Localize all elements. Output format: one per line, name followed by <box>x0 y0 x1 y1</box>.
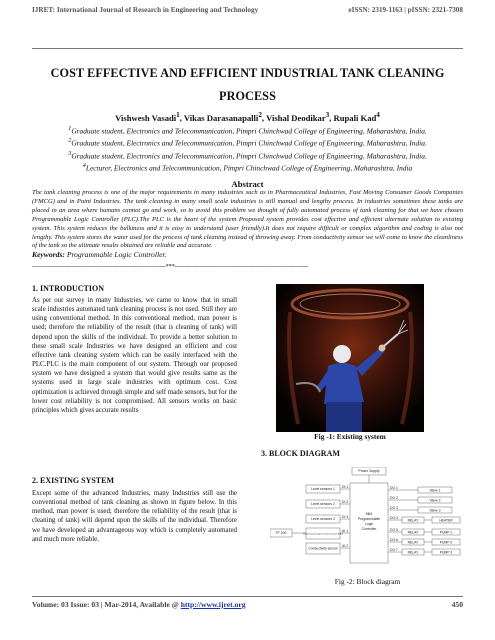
title-line-1: COST EFFECTIVE AND EFFICIENT INDUSTRIAL TANK CLEANING <box>50 66 445 80</box>
affiliation <box>30 149 465 161</box>
affiliations <box>30 124 465 174</box>
abstract-text: The tank cleaning process is one of the major requirements in many industries such as in Pharmaceutical Industries, Fast Moving Consumer Goods Companies (FMCG) and in Paint Industries. The tank cleaning in many small scale industries is still manual and lengthy process. In industries sometimes these tanks are placed in an area where humans cannot go and work, so to avoid this problem we thought of fully automated process of tank cleaning for that we have chosen Programmable Logic Controller (PLC).The PLC is the heart of the system Proposed system provides cost effective and efficient alternate solution to existing system. This system reduces the bulkiness and it is easy to understand (user friendly).It does not require difficult or complex algorithm and coding is also not lengthy. This system stores the water used for the process of tank cleaning instead of throwing away. From conductivity sensor we will come to know the cleanliness of the tank so the ultimate results obtained are reliable and accurate. <box>32 189 463 250</box>
relay-label: RELAY <box>407 550 419 555</box>
pin-label: AI 1 <box>342 529 349 533</box>
relay-label: RELAY <box>407 530 419 535</box>
intro-heading: 1. INTRODUCTION <box>32 284 105 293</box>
footer-rule <box>32 596 463 597</box>
title-line-2: PROCESS <box>219 89 276 103</box>
pin-label: DO 7 <box>390 548 398 552</box>
plc-label: M64 <box>365 512 373 516</box>
relay-label: RELAY <box>407 540 419 545</box>
aff-text: Lecturer, Electronics and Telecommunication, Pimpri Chinchwad College of Engineering, Maharashtra, India <box>85 163 413 173</box>
abstract-heading: Abstract <box>231 179 264 189</box>
existing-system-heading: 2. EXISTING SYSTEM <box>32 476 115 485</box>
valve-label: Valve 3 <box>429 508 441 513</box>
aff-text: Graduate student, Electronics and Telecommunication, Pimpri Chinchwad College of Engineering, Maharashtra, India. <box>71 151 427 161</box>
keywords <box>32 250 463 259</box>
tank-cleaning-photo <box>276 284 424 432</box>
plc-label: Logic <box>364 522 374 526</box>
input-label: Proportional Integral and Derivative (PID) <box>302 533 344 536</box>
author-sup: 4 <box>376 111 380 119</box>
affiliation <box>30 161 465 173</box>
pin-label: DO 4 <box>390 516 398 520</box>
fig2-caption: Fig -2: Block diagram <box>334 577 401 586</box>
author: Vishal Deodikar <box>266 112 326 123</box>
pin-label: DO 2 <box>390 496 398 500</box>
power-supply-label: Power Supply <box>358 469 380 474</box>
pt100-label: PT 100 <box>275 531 287 536</box>
header-rule <box>32 48 463 49</box>
aff-text: Graduate student, Electronics and Telecommunication, Pimpri Chinchwad College of Engineering, Maharashtra, India. <box>71 126 427 136</box>
section-separator: --------------------------------------------------------------------***-------------------------------------------------------------------- <box>32 263 309 270</box>
issn: eISSN: 2319-1163 | pISSN: 2321-7308 <box>348 6 463 14</box>
affiliation <box>30 124 465 136</box>
footer-volume-text: Volume: 03 Issue: 03 | Mar-2014, Available @ <box>32 600 181 609</box>
author-list: Vishwesh Vasadi$^1$, Vikas Darasanapalli$^2$, Vishal Deodikar$^3$, Rupali Kad$^4$ <box>115 111 380 123</box>
keywords-label: Keywords: <box>32 250 65 259</box>
affiliation <box>30 136 465 148</box>
footer-volume <box>32 600 246 609</box>
author-sup: 3 <box>325 111 330 119</box>
pin-label: DI 3 <box>342 515 349 519</box>
block-diagram-heading: 3. BLOCK DIAGRAM <box>261 449 340 458</box>
aff-text: Graduate student, Electronics and Telecommunication, Pimpri Chinchwad College of Engineering, Maharashtra, India. <box>71 138 427 148</box>
valve-label: Valve 2 <box>429 498 441 503</box>
aff-sup: 2 <box>68 138 72 145</box>
pin-label: DO 6 <box>390 538 398 542</box>
pin-label: DI 2 <box>342 500 349 504</box>
input-label: Level sensors 2 <box>311 502 335 507</box>
journal-name: IJRET: International Journal of Research in Engineering and Technology <box>32 6 259 14</box>
aff-sup: 3 <box>68 150 72 157</box>
block-diagram-svg <box>270 467 465 571</box>
fig1-caption: Fig -1: Existing system <box>314 432 386 441</box>
running-header <box>32 6 463 20</box>
page-number: 450 <box>451 600 463 609</box>
pin-label: AI 2 <box>342 544 349 548</box>
author: Vishwesh Vasadi <box>115 112 177 123</box>
author: Rupali Kad <box>333 112 377 123</box>
load-label: PUMP 1 <box>439 530 453 535</box>
paper-title <box>30 62 465 108</box>
relay-label: RELAY <box>407 518 419 523</box>
valve-label: Valve 1 <box>429 488 441 493</box>
plc-label: Controller <box>361 527 377 531</box>
load-label: HEATER <box>439 518 453 523</box>
block-diagram <box>270 467 465 571</box>
page-footer <box>32 600 463 609</box>
existing-system-photo <box>276 284 424 432</box>
aff-sup: 4 <box>82 163 86 170</box>
pin-label: DO 5 <box>390 528 398 532</box>
keywords-text: Programmable Logic Controller. <box>66 250 167 259</box>
input-label: Conductivity sensor <box>308 546 338 551</box>
author: Vikas Darasanapalli <box>183 112 259 123</box>
pin-label: DI 1 <box>342 485 349 489</box>
pin-label: DO 3 <box>390 506 398 510</box>
journal-link[interactable]: http://www.ijret.org <box>180 600 246 609</box>
aff-sup: 1 <box>68 126 72 132</box>
input-label: Level sensors 3 <box>311 517 335 522</box>
pin-label: DO 1 <box>390 486 398 490</box>
author-sup: 1 <box>176 111 180 119</box>
input-label: Level sensors 1 <box>311 487 335 492</box>
author-sup: 2 <box>258 111 262 119</box>
existing-system-text: Except some of the advanced Industries, many Industries still use the conventional method of tank cleaning as shown in figure below. In this method, man power is used; therefore the reliability of the result (that is cleaning of tank) will depend upon the skills of the individual. Therefore we have developed an advantageous way which is completely automated and much more reliable. <box>32 490 237 543</box>
load-label: PUMP 3 <box>439 550 453 555</box>
plc-label: Programmable <box>357 517 381 521</box>
intro-text: As per our survey in many Industries, we came to know that in small scale industries automated tank cleaning process is not used. Still they are using conventional method. In this conventional method, man power is used; therefore the reliability of the result (that is cleaning of tank) will depend upon the skills of the individual. To provide a better solution to these small scale Industries we have designed an efficient and cost effective tank cleaning system which can be easily interfaced with the PLC.PLC is the main component of our system. Through our proposed system we have designed a system that would give results same as the systems used in large scale industries with optimum cost. Cost optimization is achieved through simple and self made sensors, but for the lower cost reliability is not compromised. All sensors works on basic principles which gives accurate results <box>32 297 237 414</box>
load-label: PUMP 2 <box>439 540 453 545</box>
